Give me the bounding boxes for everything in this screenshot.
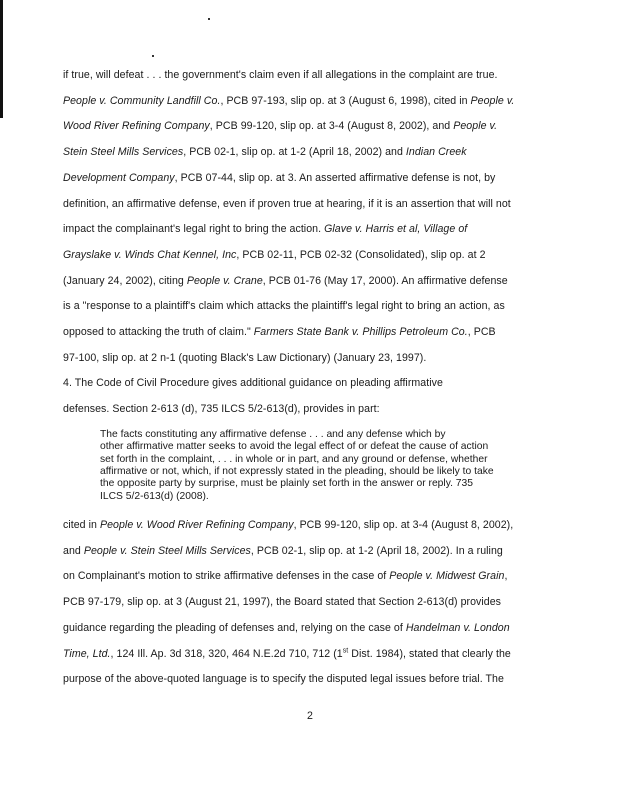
text-segment: if true, will defeat . . . the government's claim even if all allegations in the complaint are true. xyxy=(63,69,498,81)
text-segment: Dist. 1984), stated that clearly the xyxy=(348,647,511,660)
text-line xyxy=(63,596,501,608)
text-segment: PCB 97-179, slip op. at 3 (August 21, 1997), the Board stated that Section 2-613(d) provides xyxy=(63,596,502,609)
text-segment: opposed to attacking the truth of claim." xyxy=(63,326,254,338)
case-citation: People v. Midwest Grain xyxy=(389,570,505,583)
text-segment: , PCB 07-44, slip op. at 3. An asserted affirmative defense is not, by xyxy=(174,171,496,184)
quote-line: the opposite party by surprise, must be plainly set forth in the answer or reply. 735 xyxy=(100,478,473,490)
case-citation: People v. Crane xyxy=(186,274,263,287)
text-segment: definition, an affirmative defense, even if proven true at hearing, if it is an assertion that will not xyxy=(63,197,511,210)
text-segment: , PCB 02-1, slip op. at 1-2 (April 18, 2002) and xyxy=(183,146,406,159)
text-segment: , PCB 02-1, slip op. at 1-2 (April 18, 2002). In a ruling xyxy=(250,544,503,557)
case-citation: Glave v. Harris et al, Village of xyxy=(324,223,468,236)
text-segment: , PCB 01-76 (May 17, 2000). An affirmative defense xyxy=(262,274,508,287)
text-segment: guidance regarding the pleading of defenses and, relying on the case of xyxy=(63,621,406,634)
text-line xyxy=(63,249,486,261)
text-segment: 97-100, slip op. at 2 n-1 (quoting Black's Law Dictionary) (January 23, 1997). xyxy=(63,351,427,364)
case-citation: Grayslake v. Winds Chat Kennel, Inc xyxy=(63,248,237,261)
case-citation: Time, Ltd. xyxy=(63,647,111,660)
case-citation: Handelman v. London xyxy=(405,621,510,634)
text-line xyxy=(63,275,508,287)
text-line xyxy=(63,519,513,531)
text-line xyxy=(63,570,507,582)
case-citation: People v. Stein Steel Mills Services xyxy=(83,544,251,557)
quote-line: other affirmative matter seeks to avoid the legal effect of or defeat the cause of action xyxy=(100,441,489,453)
case-citation: People v. Wood River Refining Company xyxy=(99,519,294,531)
text-segment: , PCB 99-120, slip op. at 3-4 (August 8, 2002), xyxy=(293,519,514,531)
case-citation: Farmers State Bank v. Phillips Petroleum Co. xyxy=(253,326,468,338)
text-line xyxy=(63,673,504,685)
text-segment: , PCB 99-120, slip op. at 3-4 (August 8, 2002), and xyxy=(209,120,454,133)
text-line xyxy=(63,223,467,235)
case-citation: Wood River Refining Company xyxy=(63,120,210,133)
text-segment: and xyxy=(63,544,84,557)
text-segment: purpose of the above-quoted language is to specify the disputed legal issues before trial. The xyxy=(63,673,504,686)
text-segment: is a "response to a plaintiff's claim which attacks the plaintiff's legal right to bring an action, as xyxy=(63,300,505,313)
text-line xyxy=(63,545,503,557)
text-segment: , PCB 97-193, slip op. at 3 (August 6, 1998), cited in xyxy=(220,94,471,107)
text-line xyxy=(63,403,380,415)
text-segment: , PCB 02-11, PCB 02-32 (Consolidated), slip op. at 2 xyxy=(236,248,486,261)
text-segment: impact the complainant's legal right to bring the action. xyxy=(63,223,325,236)
text-line xyxy=(63,648,511,660)
text-segment: defenses. Section 2-613 (d), 735 ILCS 5/2-613(d), provides in part: xyxy=(63,403,380,416)
text-segment: cited in xyxy=(63,519,100,531)
quote-line: set forth in the complaint, . . . in whole or in part, and any ground or defense, whether xyxy=(100,453,488,465)
text-segment: 4. The Code of Civil Procedure gives additional guidance on pleading affirmative xyxy=(63,377,443,390)
text-line xyxy=(63,326,496,338)
scan-edge-mark xyxy=(0,0,3,118)
text-line xyxy=(63,377,443,389)
text-line xyxy=(63,622,510,634)
page-number: 2 xyxy=(307,710,313,722)
case-citation: Development Company xyxy=(63,171,175,184)
quote-line: ILCS 5/2-613(d) (2008). xyxy=(100,490,209,502)
text-segment: , 124 Ill. Ap. 3d 318, 320, 464 N.E.2d 710, 712 (1 xyxy=(110,647,343,660)
case-citation: People v. xyxy=(470,94,515,107)
text-line xyxy=(63,146,467,158)
case-citation: Indian Creek xyxy=(405,146,467,159)
text-line xyxy=(63,172,495,184)
text-line xyxy=(63,352,426,364)
superscript-text: st xyxy=(342,646,349,654)
text-line xyxy=(63,69,498,81)
scan-speck xyxy=(152,55,154,57)
quote-line: The facts constituting any affirmative defense . . . and any defense which by xyxy=(100,429,446,440)
text-segment: , PCB xyxy=(467,326,496,338)
text-line xyxy=(63,300,505,312)
case-citation: People v. Community Landfill Co. xyxy=(63,94,221,107)
scan-speck xyxy=(208,18,210,20)
text-line xyxy=(63,120,497,132)
text-segment: (January 24, 2002), citing xyxy=(63,274,187,287)
quote-line: affirmative or not, which, if not expressly stated in the pleading, should be likely to take xyxy=(100,465,494,477)
text-line xyxy=(63,95,514,107)
text-line xyxy=(63,198,511,210)
case-citation: People v. xyxy=(453,120,498,133)
text-segment: , xyxy=(504,570,508,583)
case-citation: Stein Steel Mills Services xyxy=(63,146,184,159)
text-segment: on Complainant's motion to strike affirmative defenses in the case of xyxy=(63,570,390,583)
